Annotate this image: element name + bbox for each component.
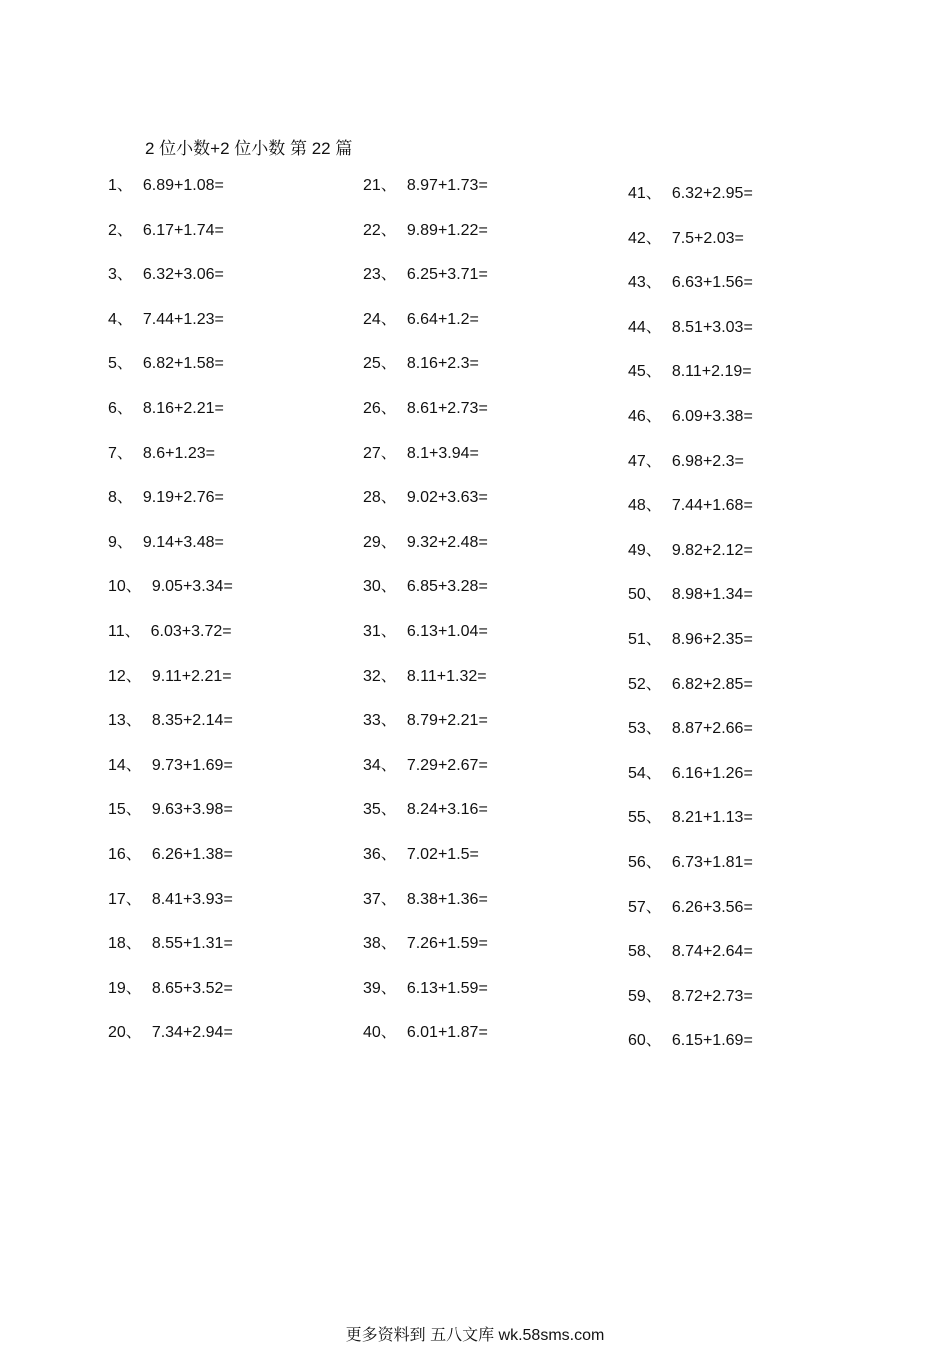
problem-number: 40、 — [363, 1024, 397, 1042]
problem-expression: 6.26+1.38= — [151, 846, 233, 863]
problem-expression: 6.03+3.72= — [150, 623, 232, 640]
problem-item — [108, 265, 224, 285]
problem-expression: 8.41+3.93= — [151, 890, 233, 908]
problem-number: 27、 — [363, 444, 397, 462]
problem-number: 32、 — [363, 667, 397, 685]
problem-expression: 6.17+1.74= — [142, 221, 224, 239]
problem-item — [628, 273, 753, 293]
problem-number: 14、 — [108, 756, 142, 774]
problem-number: 22、 — [363, 221, 397, 239]
problem-item — [628, 808, 753, 828]
problem-item — [363, 711, 488, 731]
problem-item — [363, 488, 488, 508]
problem-item — [108, 310, 224, 330]
problem-number: 52、 — [628, 675, 662, 693]
problem-expression: 9.82+2.12= — [671, 541, 753, 559]
problem-number: 10、 — [108, 578, 142, 596]
problem-item — [628, 853, 753, 873]
problem-expression: 8.97+1.73= — [406, 177, 488, 194]
problem-number: 1、 — [108, 177, 133, 194]
problem-expression: 6.25+3.71= — [406, 266, 488, 284]
problem-expression: 8.16+2.21= — [142, 400, 224, 417]
problem-number: 51、 — [628, 631, 662, 648]
problem-expression: 9.73+1.69= — [151, 756, 233, 774]
problem-number: 2、 — [108, 221, 133, 239]
problem-item — [628, 229, 744, 249]
problem-item — [363, 265, 488, 285]
problem-number: 7、 — [108, 444, 133, 462]
problem-number: 11、 — [108, 623, 141, 640]
problem-expression: 7.44+1.68= — [671, 497, 753, 515]
problem-number: 4、 — [108, 310, 133, 328]
problem-item — [363, 979, 488, 999]
problem-item — [628, 675, 753, 695]
problem-expression: 8.1+3.94= — [406, 444, 479, 462]
problem-item — [108, 622, 232, 642]
problem-item — [363, 310, 479, 330]
problem-number: 5、 — [108, 355, 133, 373]
problem-number: 12、 — [108, 667, 142, 685]
problem-expression: 8.51+3.03= — [671, 318, 753, 336]
problem-item — [628, 764, 753, 784]
problem-number: 56、 — [628, 854, 662, 871]
problem-item — [628, 362, 752, 382]
problem-expression: 8.87+2.66= — [671, 720, 753, 738]
problem-number: 31、 — [363, 623, 397, 640]
problem-expression: 6.09+3.38= — [671, 408, 753, 425]
problem-number: 45、 — [628, 363, 662, 381]
problem-item — [363, 354, 479, 374]
problem-item — [628, 630, 753, 650]
problem-item — [363, 800, 488, 820]
problem-number: 29、 — [363, 533, 397, 551]
problem-number: 35、 — [363, 801, 397, 819]
problem-item — [628, 898, 753, 918]
problem-item — [108, 399, 224, 419]
problem-expression: 8.6+1.23= — [142, 444, 215, 462]
problem-expression: 9.05+3.34= — [151, 578, 233, 596]
problem-item — [628, 1031, 753, 1051]
problem-number: 54、 — [628, 764, 662, 782]
problem-expression: 6.15+1.69= — [671, 1032, 753, 1050]
problem-expression: 6.73+1.81= — [671, 854, 753, 871]
problem-number: 16、 — [108, 846, 142, 863]
problem-number: 8、 — [108, 489, 133, 507]
problem-number: 23、 — [363, 266, 397, 284]
worksheet-title: 2 位小数+2 位小数 第 22 篇 — [145, 139, 353, 158]
problem-expression: 8.74+2.64= — [671, 943, 753, 961]
problem-expression: 7.26+1.59= — [406, 935, 488, 953]
problem-expression: 9.63+3.98= — [151, 801, 233, 819]
problem-item — [363, 667, 487, 687]
problem-item — [108, 667, 232, 687]
problem-expression: 9.19+2.76= — [142, 489, 224, 507]
problem-item — [363, 577, 488, 597]
problem-item — [108, 221, 224, 241]
problem-expression: 6.82+1.58= — [142, 355, 224, 373]
problem-expression: 6.85+3.28= — [406, 578, 488, 596]
problem-expression: 8.55+1.31= — [151, 935, 233, 953]
problem-number: 53、 — [628, 720, 662, 738]
problem-number: 28、 — [363, 489, 397, 507]
problem-number: 20、 — [108, 1024, 142, 1042]
problem-item — [108, 533, 224, 553]
problem-item — [108, 577, 233, 597]
problem-number: 36、 — [363, 846, 397, 863]
problem-number: 17、 — [108, 890, 142, 908]
problem-item — [628, 987, 753, 1007]
problem-item — [363, 845, 479, 865]
problem-expression: 9.11+2.21= — [151, 667, 232, 685]
problem-item — [108, 444, 215, 464]
problem-expression: 8.38+1.36= — [406, 890, 488, 908]
problem-item — [108, 934, 233, 954]
problem-item — [108, 756, 233, 776]
problem-number: 58、 — [628, 943, 662, 961]
problem-item — [108, 800, 233, 820]
problem-number: 25、 — [363, 355, 397, 373]
problem-expression: 8.79+2.21= — [406, 712, 488, 730]
problem-expression: 8.98+1.34= — [671, 586, 753, 604]
problem-expression: 8.16+2.3= — [406, 355, 479, 373]
problem-item — [628, 585, 753, 605]
problem-item — [108, 845, 233, 865]
problem-item — [108, 176, 224, 196]
problem-expression: 7.5+2.03= — [671, 229, 744, 247]
problem-expression: 6.13+1.04= — [406, 623, 488, 640]
problem-expression: 6.26+3.56= — [671, 898, 753, 916]
problem-number: 26、 — [363, 400, 397, 417]
problem-item — [363, 221, 488, 241]
problem-number: 42、 — [628, 229, 662, 247]
problem-item — [363, 533, 488, 553]
problem-number: 60、 — [628, 1032, 662, 1050]
problem-item — [628, 496, 753, 516]
problem-item — [628, 184, 753, 204]
problem-item — [363, 934, 488, 954]
problem-number: 39、 — [363, 979, 397, 997]
problem-item — [363, 756, 488, 776]
problem-expression: 9.14+3.48= — [142, 533, 224, 551]
problem-number: 18、 — [108, 935, 142, 953]
problem-expression: 6.89+1.08= — [142, 177, 224, 194]
problem-expression: 6.01+1.87= — [406, 1024, 488, 1042]
problem-expression: 8.11+1.32= — [406, 667, 487, 685]
problem-number: 41、 — [628, 185, 662, 202]
problem-expression: 8.61+2.73= — [406, 400, 488, 417]
problem-expression: 8.11+2.19= — [671, 363, 752, 381]
problem-item — [108, 488, 224, 508]
problem-expression: 7.34+2.94= — [151, 1024, 233, 1042]
problem-expression: 7.29+2.67= — [406, 756, 488, 774]
problem-expression: 6.63+1.56= — [671, 274, 753, 292]
problem-item — [363, 890, 488, 910]
problem-item — [363, 444, 479, 464]
problem-item — [628, 719, 753, 739]
problem-item — [363, 399, 488, 419]
problem-expression: 8.35+2.14= — [151, 712, 233, 730]
problem-expression: 6.82+2.85= — [671, 675, 753, 693]
problem-expression: 6.13+1.59= — [406, 979, 488, 997]
problem-expression: 9.32+2.48= — [406, 533, 488, 551]
problem-expression: 7.02+1.5= — [406, 846, 479, 863]
problem-number: 50、 — [628, 586, 662, 604]
problem-number: 59、 — [628, 987, 662, 1005]
problem-number: 46、 — [628, 408, 662, 425]
problem-number: 37、 — [363, 890, 397, 908]
problem-expression: 6.32+2.95= — [671, 185, 753, 202]
problem-number: 57、 — [628, 898, 662, 916]
problem-expression: 8.24+3.16= — [406, 801, 488, 819]
problem-expression: 8.72+2.73= — [671, 987, 753, 1005]
problem-number: 6、 — [108, 400, 133, 417]
problem-expression: 6.98+2.3= — [671, 452, 744, 470]
problem-number: 9、 — [108, 533, 133, 551]
problem-item — [628, 318, 753, 338]
problem-item — [108, 354, 224, 374]
problem-expression: 8.96+2.35= — [671, 631, 753, 648]
problem-expression: 8.21+1.13= — [671, 809, 753, 827]
problem-expression: 9.89+1.22= — [406, 221, 488, 239]
footer-source-text: 更多资料到 五八文库 wk.58sms.com — [345, 1327, 605, 1344]
problem-expression: 8.65+3.52= — [151, 979, 233, 997]
problem-number: 43、 — [628, 274, 662, 292]
problem-number: 38、 — [363, 935, 397, 953]
problem-number: 33、 — [363, 712, 397, 730]
problem-expression: 9.02+3.63= — [406, 489, 488, 507]
problem-item — [628, 452, 744, 472]
problem-item — [628, 407, 753, 427]
problem-number: 48、 — [628, 497, 662, 515]
problem-expression: 7.44+1.23= — [142, 310, 224, 328]
problem-number: 19、 — [108, 979, 142, 997]
problem-number: 13、 — [108, 712, 142, 730]
problem-number: 21、 — [363, 177, 397, 194]
problem-number: 47、 — [628, 452, 662, 470]
problem-item — [108, 979, 233, 999]
problem-item — [363, 622, 488, 642]
problem-number: 3、 — [108, 266, 133, 284]
problem-number: 34、 — [363, 756, 397, 774]
problem-number: 49、 — [628, 541, 662, 559]
problem-expression: 6.64+1.2= — [406, 310, 479, 328]
problem-item — [108, 711, 233, 731]
problem-expression: 6.32+3.06= — [142, 266, 224, 284]
problem-number: 44、 — [628, 318, 662, 336]
problem-number: 15、 — [108, 801, 142, 819]
problem-item — [628, 541, 753, 561]
problem-expression: 6.16+1.26= — [671, 764, 753, 782]
problem-item — [628, 942, 753, 962]
problem-number: 30、 — [363, 578, 397, 596]
problem-number: 24、 — [363, 310, 397, 328]
problem-item — [108, 890, 233, 910]
problem-item — [108, 1023, 233, 1043]
problem-item — [363, 176, 488, 196]
problem-item — [363, 1023, 488, 1043]
problem-number: 55、 — [628, 809, 662, 827]
